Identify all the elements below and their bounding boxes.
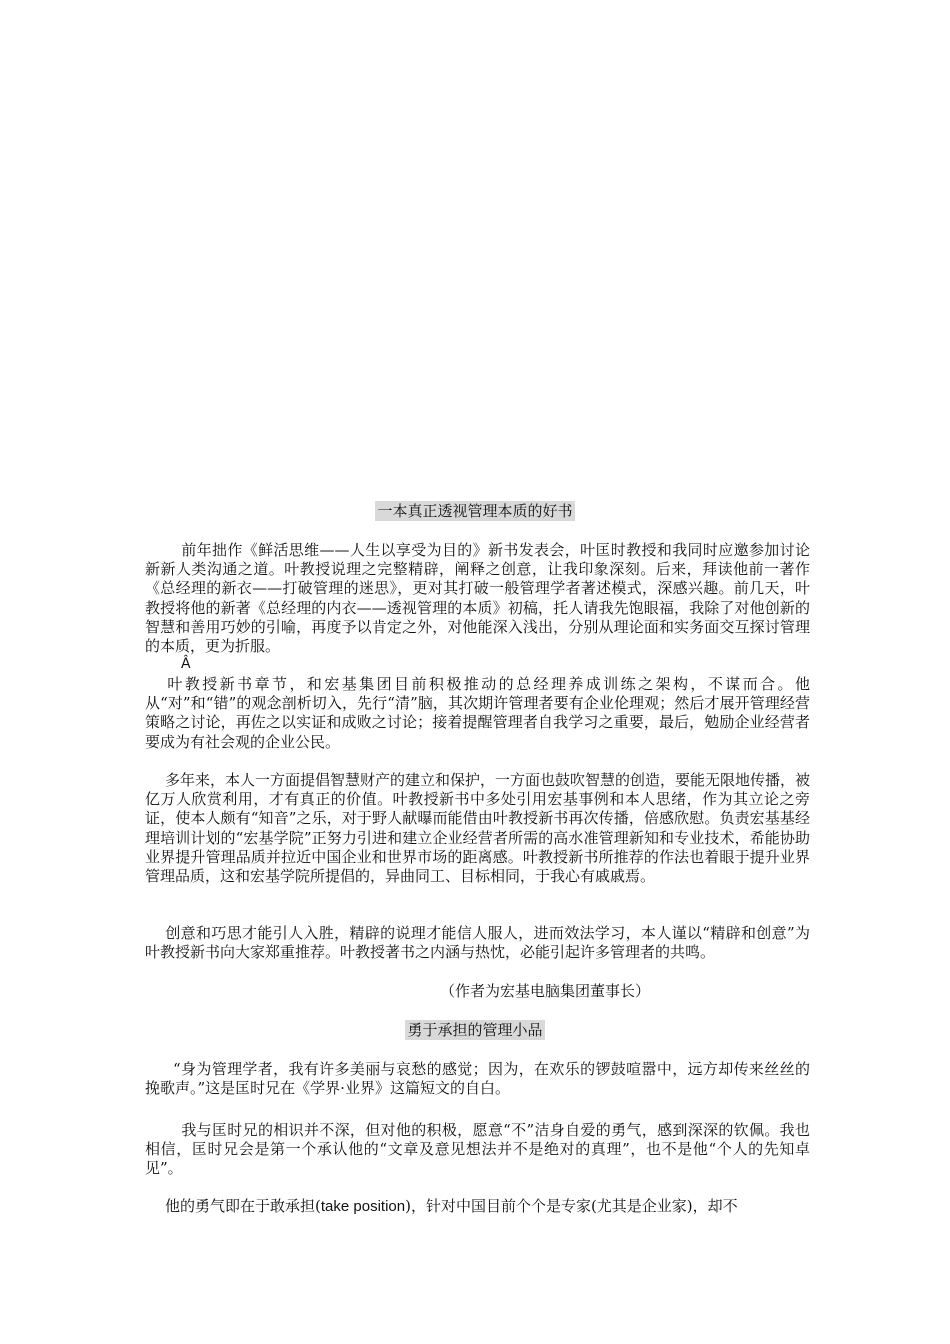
article-1-paragraph-2 (145, 675, 810, 752)
article-1-paragraph-1-text: 前年拙作《鲜活思维——人生以享受为目的》新书发表会，叶匡时教授和我同时应邀参加讨论新新人类沟通之道。叶教授说理之完整精辟，阐释之创意，让我印象深刻。后来，拜读他前一著作《总经理的新衣——打破管理的迷思》，更对其打破一般管理学者著述模式，深感兴趣。前几天，叶教授将他的新著《总经理的内衣——透视管理的本质》初稿，托人请我先饱眼福，我除了对他创新的智慧和善用巧妙的引喻，再度予以肯定之外，对他能深入浅出，分别从理论面和实务面交互探讨管理的本质，更为折服。 (145, 541, 810, 656)
article-2-title-text: 勇于承担的管理小品 (407, 1021, 543, 1039)
stray-glyph: Â (181, 656, 191, 672)
article-2-paragraph-1 (145, 1060, 810, 1098)
article-1-paragraph-3-text: 多年来，本人一方面提倡智慧财产的建立和保护，一方面也鼓吹智慧的创造，要能无限地传播，被亿万人欣赏利用，才有真正的价值。叶教授新书中多处引用宏基事例和本人思绪，作为其立论之旁证，使本人颇有“知音”之乐，对于野人献曝而能借由叶教授新书再次传播，倍感欣慰。负责宏基基经理培训计划的“宏基学院”正努力引进和建立企业经营者所需的高水准管理新知和专业技术，希能协助业界提升管理品质并拉近中国企业和世界市场的距离感。叶教授新书所推荐的作法也着眼于提升业界管理品质，这和宏基学院所提倡的，异曲同工、目标相同，于我心有戚戚焉。 (145, 771, 811, 886)
article-2-paragraph-2-text: 我与匡时兄的相识并不深，但对他的积极，愿意“不”洁身自爱的勇气，感到深深的钦佩。我也相信，匡时兄会是第一个承认他的“文章及意见想法并不是绝对的真理”，也不是他“个人的先知卓见”。 (145, 1121, 810, 1178)
article-2-paragraph-3-text-rest: )，针对中国目前个个是专家(尤其是企业家)，却不 (405, 1197, 738, 1215)
article-2-paragraph-1-text: “身为管理学者，我有许多美丽与哀愁的感觉；因为，在欢乐的锣鼓喧嚣中，远方却传来丝丝的挽歌声。”这是匡时兄在《学界·业界》这篇短文的自白。 (145, 1060, 810, 1098)
article-1-paragraph-2-text: 叶教授新书章节，和宏基集团目前积极推动的总经理养成训练之架构，不谋而合。他从“对”和“错”的观念剖析切入，先行“清”脑，其次期许管理者要有企业伦理观；然后才展开管理经营策略之讨论，再佐之以实证和成败之讨论；接着提醒管理者自我学习之重要，最后，勉励企业经营者要成为有社会观的企业公民。 (145, 675, 810, 751)
article-2-paragraph-2 (145, 1121, 810, 1179)
article-1-signature: （作者为宏基电脑集团董事长） (439, 982, 650, 1000)
article-1-paragraph-4-text: 创意和巧思才能引人入胜，精辟的说理才能信人服人，进而效法学习，本人谨以“精辟和创意”为叶教授新书向大家郑重推荐。叶教授著书之内涵与热忱，必能引起许多管理者的共鸣。 (145, 924, 810, 962)
article-1-paragraph-1 (145, 541, 810, 656)
article-2-title (0, 1020, 950, 1040)
article-1-paragraph-4 (145, 924, 810, 962)
article-2-paragraph-3 (145, 1197, 810, 1217)
article-1-paragraph-3 (145, 771, 810, 886)
article-1-title-text: 一本真正透视管理本质的好书 (377, 502, 573, 520)
article-2-paragraph-3-text-start: 他的勇气即在于敢承担( (165, 1197, 321, 1215)
article-1-title (0, 501, 950, 521)
article-2-paragraph-3-english-term: take position (320, 1198, 406, 1215)
